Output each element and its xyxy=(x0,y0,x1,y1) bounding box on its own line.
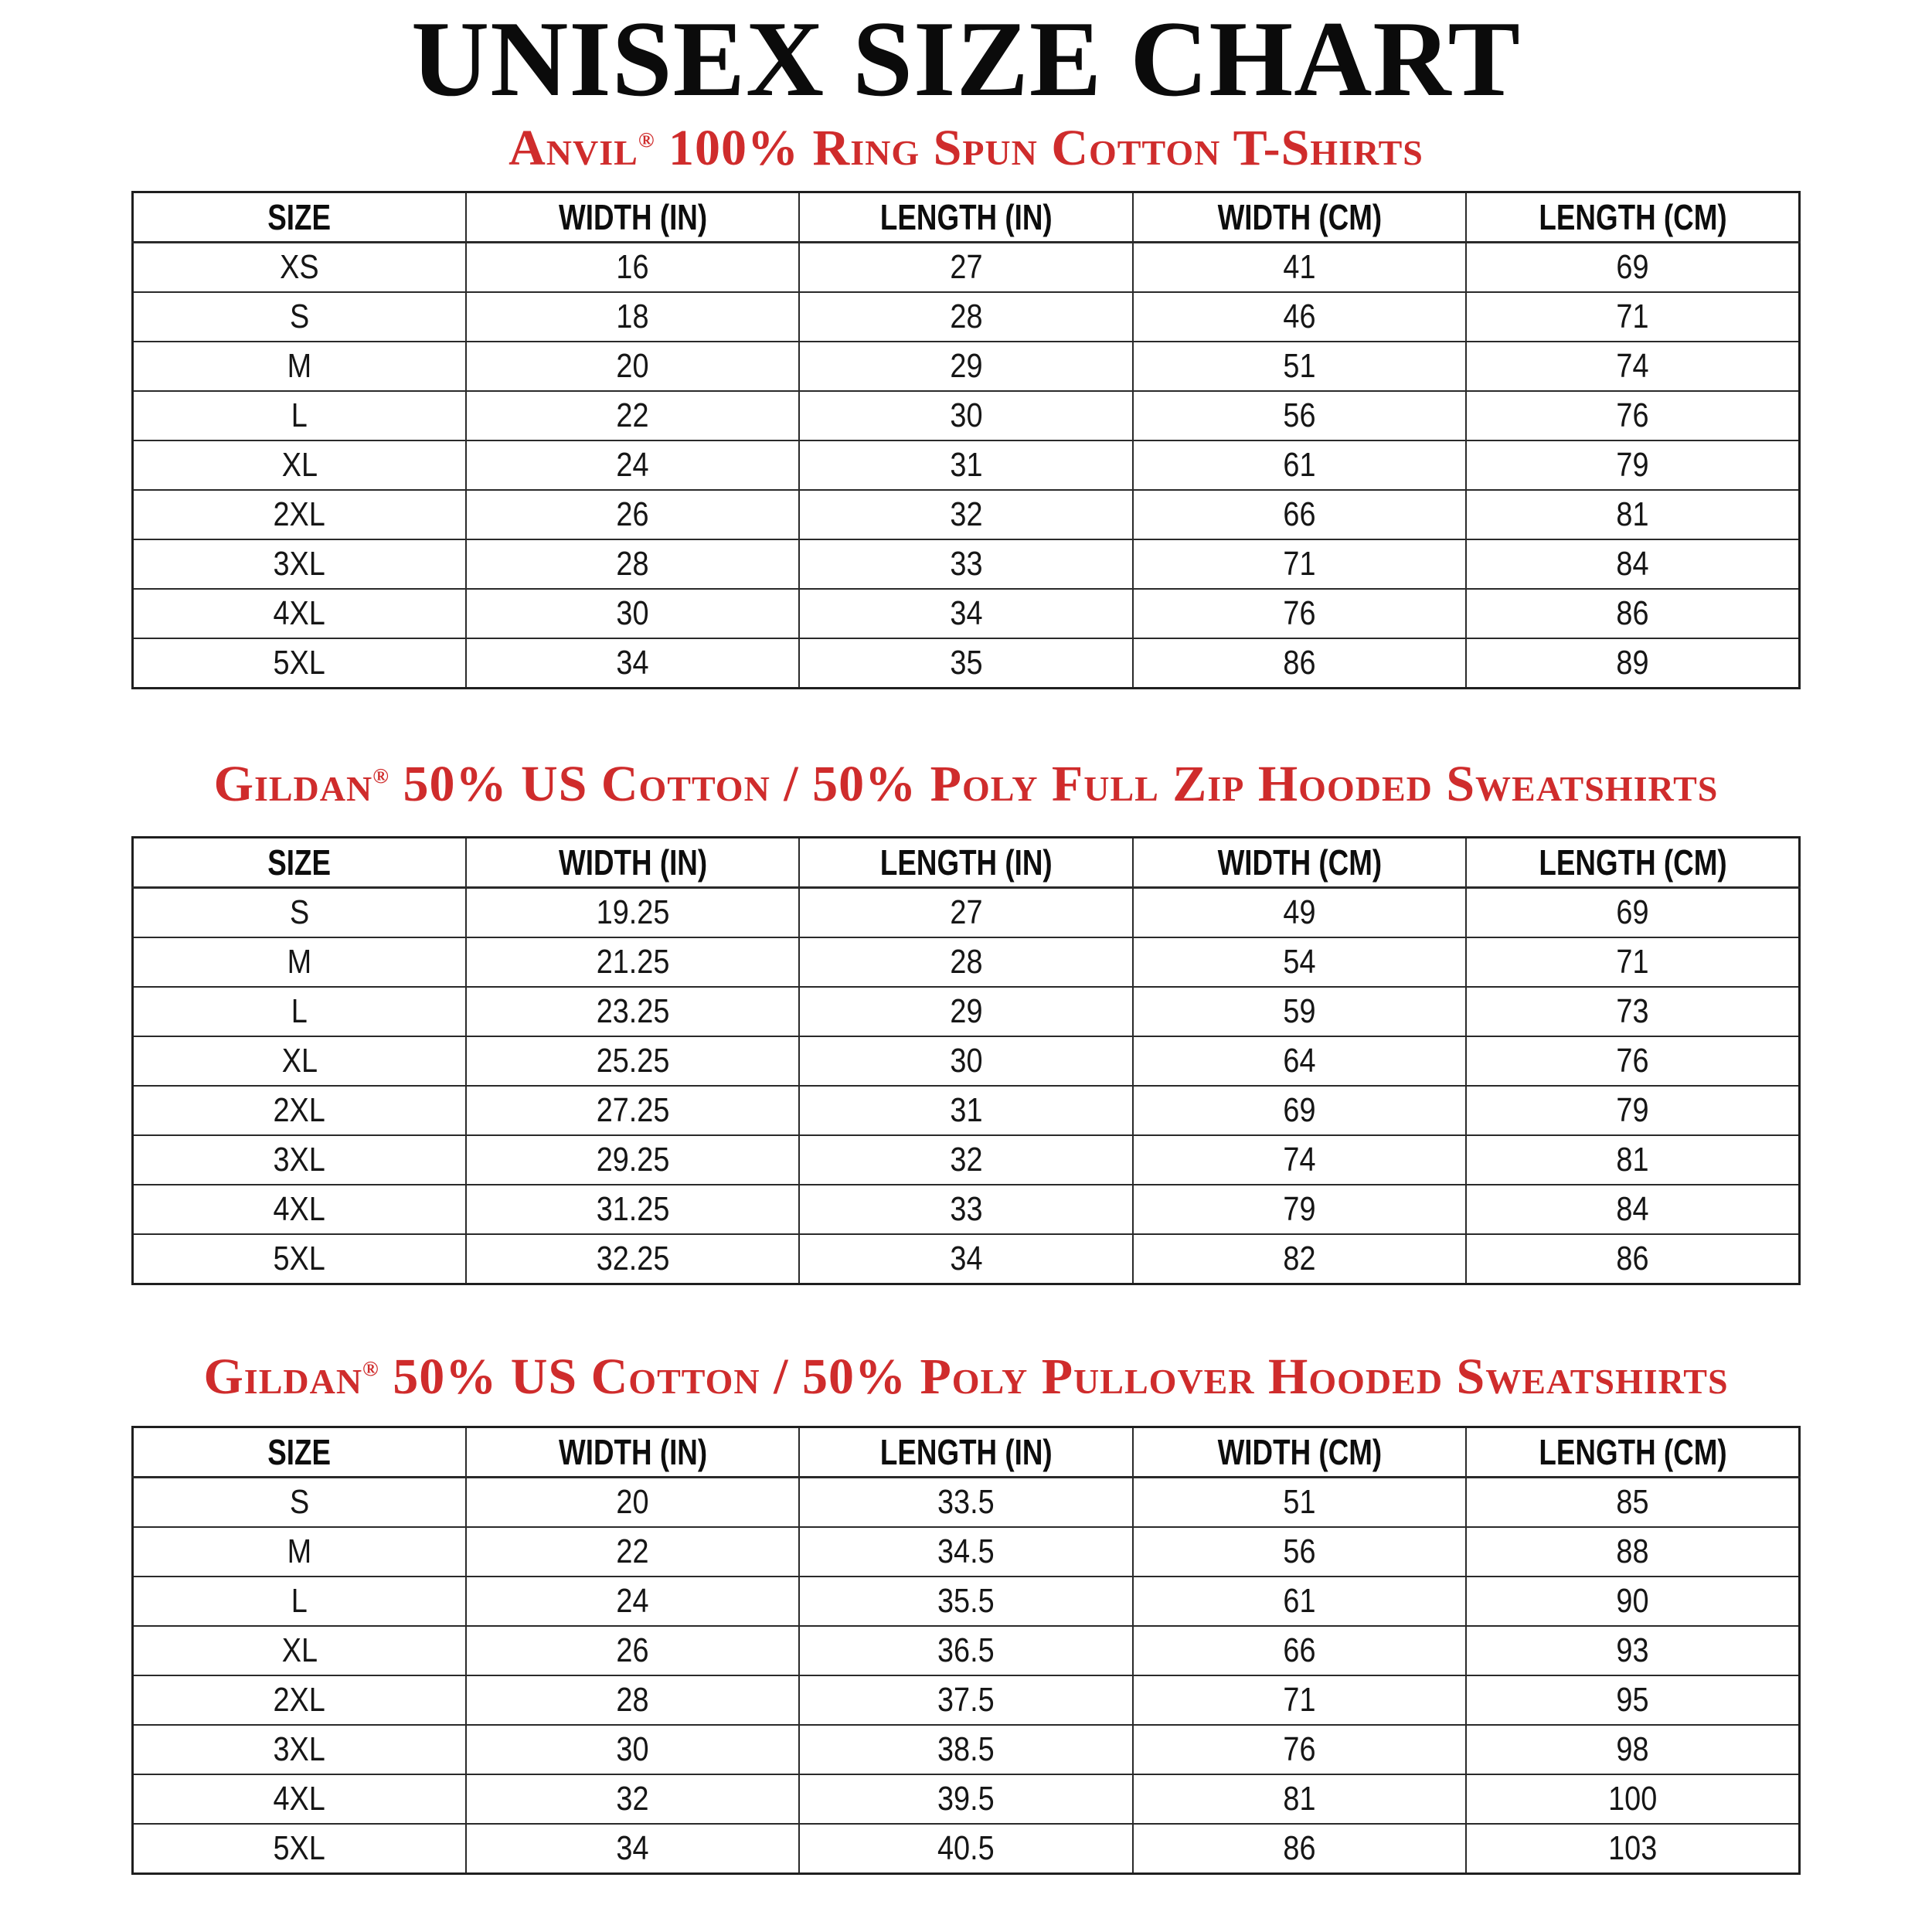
brand-name: Anvil xyxy=(509,120,638,176)
value-cell: 28 xyxy=(466,1675,799,1725)
value-cell: 69 xyxy=(1466,888,1799,938)
value-cell: 16 xyxy=(466,243,799,293)
value-cell: 71 xyxy=(1133,1675,1466,1725)
value-cell: 35 xyxy=(799,638,1132,689)
value-cell: 22 xyxy=(466,1527,799,1577)
header-row xyxy=(133,1427,1800,1478)
value-cell: 34 xyxy=(799,1234,1132,1284)
value-cell: 59 xyxy=(1133,987,1466,1036)
value-cell: 81 xyxy=(1466,1135,1799,1185)
value-cell: 36.5 xyxy=(799,1626,1132,1675)
value-cell: 29.25 xyxy=(466,1135,799,1185)
size-cell: XL xyxy=(133,440,466,490)
header-row xyxy=(133,192,1800,243)
value-cell: 20 xyxy=(466,342,799,391)
column-header: WIDTH (CM) xyxy=(1133,1427,1466,1478)
value-cell: 26 xyxy=(466,1626,799,1675)
value-cell: 56 xyxy=(1133,391,1466,440)
column-header: WIDTH (CM) xyxy=(1133,838,1466,888)
value-cell: 34 xyxy=(466,638,799,689)
registered-mark: ® xyxy=(362,1356,379,1380)
value-cell: 27 xyxy=(799,888,1132,938)
value-cell: 39.5 xyxy=(799,1774,1132,1824)
value-cell: 32 xyxy=(799,1135,1132,1185)
heading-text: 100% Ring Spun Cotton T-Shirts xyxy=(655,120,1423,176)
value-cell: 18 xyxy=(466,292,799,342)
table-row xyxy=(133,391,1800,440)
value-cell: 35.5 xyxy=(799,1577,1132,1626)
size-cell: 3XL xyxy=(133,1725,466,1774)
size-cell: 4XL xyxy=(133,589,466,638)
header-row xyxy=(133,838,1800,888)
value-cell: 49 xyxy=(1133,888,1466,938)
table-row xyxy=(133,1234,1800,1284)
section-heading-anvil xyxy=(0,120,1932,176)
value-cell: 71 xyxy=(1466,292,1799,342)
table-row xyxy=(133,1086,1800,1135)
value-cell: 95 xyxy=(1466,1675,1799,1725)
section-heading-pullover xyxy=(0,1349,1932,1405)
value-cell: 24 xyxy=(466,440,799,490)
column-header: LENGTH (CM) xyxy=(1466,192,1799,243)
size-cell: 5XL xyxy=(133,638,466,689)
value-cell: 89 xyxy=(1466,638,1799,689)
table-row xyxy=(133,539,1800,589)
value-cell: 31 xyxy=(799,440,1132,490)
table-row xyxy=(133,1185,1800,1234)
value-cell: 32 xyxy=(799,490,1132,539)
value-cell: 54 xyxy=(1133,937,1466,987)
value-cell: 31 xyxy=(799,1086,1132,1135)
size-cell: XL xyxy=(133,1036,466,1086)
table-row xyxy=(133,1478,1800,1528)
value-cell: 90 xyxy=(1466,1577,1799,1626)
table-row xyxy=(133,888,1800,938)
table-row xyxy=(133,490,1800,539)
table-row xyxy=(133,342,1800,391)
value-cell: 33 xyxy=(799,1185,1132,1234)
size-cell: M xyxy=(133,937,466,987)
value-cell: 37.5 xyxy=(799,1675,1132,1725)
value-cell: 74 xyxy=(1466,342,1799,391)
value-cell: 79 xyxy=(1133,1185,1466,1234)
value-cell: 28 xyxy=(799,292,1132,342)
brand-name: Gildan xyxy=(213,756,373,812)
size-cell: S xyxy=(133,292,466,342)
table-row xyxy=(133,292,1800,342)
value-cell: 66 xyxy=(1133,490,1466,539)
column-header: LENGTH (CM) xyxy=(1466,1427,1799,1478)
table-row xyxy=(133,1675,1800,1725)
section-gildan-pullover xyxy=(0,1349,1932,1875)
value-cell: 61 xyxy=(1133,1577,1466,1626)
value-cell: 33 xyxy=(799,539,1132,589)
size-cell: L xyxy=(133,1577,466,1626)
value-cell: 28 xyxy=(799,937,1132,987)
value-cell: 103 xyxy=(1466,1824,1799,1874)
size-cell: 4XL xyxy=(133,1185,466,1234)
value-cell: 85 xyxy=(1466,1478,1799,1528)
value-cell: 64 xyxy=(1133,1036,1466,1086)
value-cell: 69 xyxy=(1466,243,1799,293)
value-cell: 32 xyxy=(466,1774,799,1824)
value-cell: 40.5 xyxy=(799,1824,1132,1874)
value-cell: 86 xyxy=(1466,589,1799,638)
size-cell: M xyxy=(133,342,466,391)
value-cell: 29 xyxy=(799,987,1132,1036)
value-cell: 81 xyxy=(1133,1774,1466,1824)
size-cell: 3XL xyxy=(133,1135,466,1185)
value-cell: 73 xyxy=(1466,987,1799,1036)
value-cell: 76 xyxy=(1133,1725,1466,1774)
table-row xyxy=(133,1036,1800,1086)
value-cell: 21.25 xyxy=(466,937,799,987)
size-cell: L xyxy=(133,391,466,440)
value-cell: 30 xyxy=(799,391,1132,440)
value-cell: 56 xyxy=(1133,1527,1466,1577)
value-cell: 25.25 xyxy=(466,1036,799,1086)
value-cell: 74 xyxy=(1133,1135,1466,1185)
table-row xyxy=(133,1725,1800,1774)
value-cell: 24 xyxy=(466,1577,799,1626)
size-cell: S xyxy=(133,888,466,938)
value-cell: 61 xyxy=(1133,440,1466,490)
column-header: SIZE xyxy=(133,1427,466,1478)
value-cell: 19.25 xyxy=(466,888,799,938)
column-header: LENGTH (IN) xyxy=(799,192,1132,243)
column-header: WIDTH (IN) xyxy=(466,192,799,243)
value-cell: 23.25 xyxy=(466,987,799,1036)
value-cell: 26 xyxy=(466,490,799,539)
value-cell: 79 xyxy=(1466,1086,1799,1135)
size-cell: XS xyxy=(133,243,466,293)
column-header: SIZE xyxy=(133,192,466,243)
value-cell: 76 xyxy=(1466,1036,1799,1086)
value-cell: 82 xyxy=(1133,1234,1466,1284)
value-cell: 34 xyxy=(799,589,1132,638)
value-cell: 66 xyxy=(1133,1626,1466,1675)
value-cell: 41 xyxy=(1133,243,1466,293)
value-cell: 22 xyxy=(466,391,799,440)
section-anvil-tshirts xyxy=(0,120,1932,689)
section-heading-full-zip xyxy=(0,756,1932,812)
registered-mark: ® xyxy=(638,128,655,151)
table-row xyxy=(133,987,1800,1036)
value-cell: 51 xyxy=(1133,342,1466,391)
table-row xyxy=(133,1527,1800,1577)
value-cell: 34.5 xyxy=(799,1527,1132,1577)
size-cell: 3XL xyxy=(133,539,466,589)
value-cell: 88 xyxy=(1466,1527,1799,1577)
value-cell: 93 xyxy=(1466,1626,1799,1675)
value-cell: 84 xyxy=(1466,539,1799,589)
value-cell: 32.25 xyxy=(466,1234,799,1284)
value-cell: 38.5 xyxy=(799,1725,1132,1774)
table-row xyxy=(133,1626,1800,1675)
value-cell: 30 xyxy=(466,1725,799,1774)
value-cell: 98 xyxy=(1466,1725,1799,1774)
size-table-anvil-tshirts xyxy=(131,191,1801,689)
table-row xyxy=(133,243,1800,293)
column-header: SIZE xyxy=(133,838,466,888)
value-cell: 51 xyxy=(1133,1478,1466,1528)
heading-text: 50% US Cotton / 50% Poly Full Zip Hooded Sweatshirts xyxy=(389,756,1719,812)
table-row xyxy=(133,440,1800,490)
section-gildan-full-zip xyxy=(0,756,1932,1285)
value-cell: 29 xyxy=(799,342,1132,391)
value-cell: 84 xyxy=(1466,1185,1799,1234)
column-header: LENGTH (IN) xyxy=(799,838,1132,888)
value-cell: 30 xyxy=(799,1036,1132,1086)
page-title: UNISEX SIZE CHART xyxy=(411,0,1521,119)
value-cell: 76 xyxy=(1466,391,1799,440)
value-cell: 28 xyxy=(466,539,799,589)
column-header: LENGTH (IN) xyxy=(799,1427,1132,1478)
registered-mark: ® xyxy=(372,764,389,787)
value-cell: 31.25 xyxy=(466,1185,799,1234)
size-cell: 2XL xyxy=(133,1086,466,1135)
size-cell: S xyxy=(133,1478,466,1528)
value-cell: 86 xyxy=(1133,638,1466,689)
size-cell: 2XL xyxy=(133,1675,466,1725)
column-header: WIDTH (IN) xyxy=(466,838,799,888)
value-cell: 46 xyxy=(1133,292,1466,342)
table-row xyxy=(133,1824,1800,1874)
size-cell: 5XL xyxy=(133,1234,466,1284)
heading-text: 50% US Cotton / 50% Poly Pullover Hooded Sweatshirts xyxy=(379,1349,1729,1405)
brand-name: Gildan xyxy=(203,1349,363,1405)
value-cell: 71 xyxy=(1466,937,1799,987)
column-header: LENGTH (CM) xyxy=(1466,838,1799,888)
value-cell: 79 xyxy=(1466,440,1799,490)
column-header: WIDTH (CM) xyxy=(1133,192,1466,243)
value-cell: 27.25 xyxy=(466,1086,799,1135)
value-cell: 86 xyxy=(1466,1234,1799,1284)
table-row xyxy=(133,1135,1800,1185)
size-cell: 5XL xyxy=(133,1824,466,1874)
column-header: WIDTH (IN) xyxy=(466,1427,799,1478)
value-cell: 100 xyxy=(1466,1774,1799,1824)
value-cell: 81 xyxy=(1466,490,1799,539)
size-cell: 4XL xyxy=(133,1774,466,1824)
size-cell: M xyxy=(133,1527,466,1577)
table-row xyxy=(133,1577,1800,1626)
value-cell: 69 xyxy=(1133,1086,1466,1135)
value-cell: 20 xyxy=(466,1478,799,1528)
value-cell: 71 xyxy=(1133,539,1466,589)
table-row xyxy=(133,638,1800,689)
value-cell: 33.5 xyxy=(799,1478,1132,1528)
size-cell: L xyxy=(133,987,466,1036)
value-cell: 76 xyxy=(1133,589,1466,638)
table-row xyxy=(133,589,1800,638)
value-cell: 30 xyxy=(466,589,799,638)
size-table-gildan-pullover xyxy=(131,1426,1801,1875)
size-cell: XL xyxy=(133,1626,466,1675)
size-cell: 2XL xyxy=(133,490,466,539)
table-row xyxy=(133,1774,1800,1824)
size-table-gildan-full-zip xyxy=(131,836,1801,1285)
value-cell: 34 xyxy=(466,1824,799,1874)
value-cell: 86 xyxy=(1133,1824,1466,1874)
value-cell: 27 xyxy=(799,243,1132,293)
table-row xyxy=(133,937,1800,987)
